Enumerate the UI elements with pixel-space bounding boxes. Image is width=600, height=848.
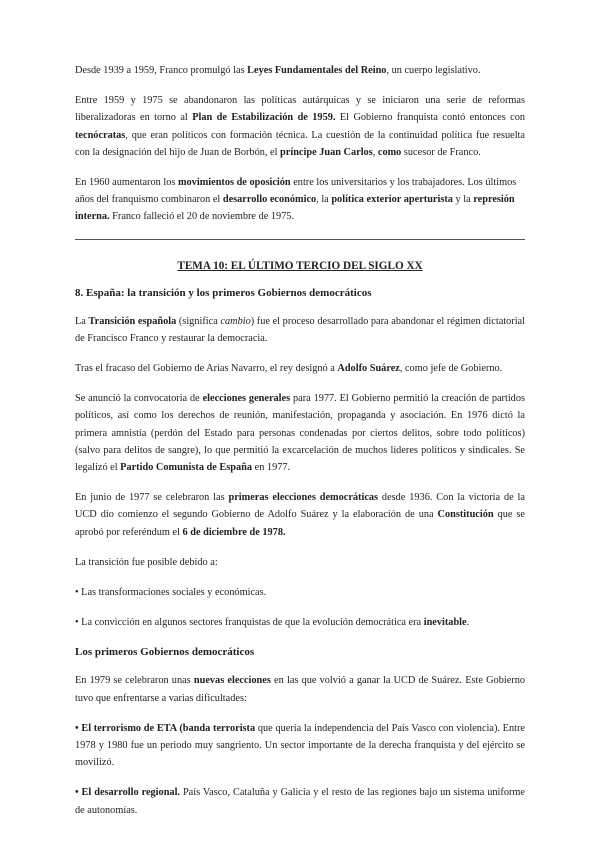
emphasis: • El desarrollo regional. <box>75 787 180 799</box>
transition-paragraph-1: La Transición española (significa cambio) fue el proceso desarrollado para abandonar el régimen dictatorial de Francisco Franco y restaurar la democracia. <box>75 315 525 344</box>
transition-paragraph-5: La transición fue posible debido a: <box>75 556 218 568</box>
emphasis: 6 de diciembre de 1978. <box>182 526 286 538</box>
emphasis: Transición española <box>88 315 177 327</box>
topic-title: TEMA 10: EL ÚLTIMO TERCIO DEL SIGLO XX <box>177 259 423 272</box>
emphasis: Leyes Fundamentales del Reino <box>247 65 387 76</box>
emphasis: elecciones generales <box>202 393 291 405</box>
emphasis: movimientos de oposición <box>177 177 291 189</box>
intro-paragraph-3: En 1960 aumentaron los movimientos de oposición entre los universitarios y los trabajadores. Los últimos años del franquismo combinaron el desarrollo económico, la política exterior aperturista y la represión interna. Franco falleció el 20 de noviembre de 1975. <box>75 177 517 223</box>
emphasis: como <box>377 146 402 158</box>
italic-term: cambio <box>220 315 251 327</box>
bullet-item: • Las transformaciones sociales y económicas. <box>75 587 267 599</box>
emphasis: príncipe Juan Carlos <box>280 146 373 158</box>
intro-paragraph-1: Desde 1939 a 1959, Franco promulgó las Leyes Fundamentales del Reino, un cuerpo legislativo. <box>75 65 481 76</box>
emphasis: nuevas elecciones <box>193 675 271 687</box>
governments-paragraph-1: En 1979 se celebraron unas nuevas elecciones en las que volvió a ganar la UCD de Suárez. Este Gobierno tuvo que enfrentarse a varias dificultades: <box>75 675 525 704</box>
transition-paragraph-4: En junio de 1977 se celebraron las primeras elecciones democráticas desde 1936. Con la victoria de la UCD dio comienzo el segundo Gobierno de Adolfo Suárez y la elaboración de una Constitución que se aprobó por referéndum el 6 de diciembre de 1978. <box>75 492 525 538</box>
document-page <box>75 62 525 832</box>
emphasis: inevitable <box>423 617 467 629</box>
bullet-item: • La convicción en algunos sectores franquistas de que la evolución democrática era inevitable. <box>75 617 470 629</box>
governments-paragraph-3: • El desarrollo regional. País Vasco, Cataluña y Galicia y el resto de las regiones bajo un sistema uniforme de autonomías. <box>75 787 525 816</box>
intro-paragraph-2: Entre 1959 y 1975 se abandonaron las políticas autárquicas y se iniciaron una serie de reformas liberalizadoras en torno al Plan de Estabilización de 1959. El Gobierno franquista contó entonces con tecnócratas, que eran políticos con formación técnica. La cuestión de la continuidad política fue resuelta con la designación del hijo de Juan de Borbón, el príncipe Juan Carlos, como sucesor de Franco. <box>75 95 525 158</box>
emphasis: Adolfo Suárez <box>337 363 400 375</box>
emphasis: Constitución <box>437 509 494 521</box>
transition-paragraph-3: Se anunció la convocatoria de elecciones generales para 1977. El Gobierno permitió la creación de partidos políticos, así como los derechos de reunión, manifestación, propaganda y asociación. En 1976 dictó la primera amnistía (perdón del Estado para personas condenadas por ciertos delitos, sobre todo políticos) (salvo para delitos de sangre), lo que permitió la excarcelación de muchos líderes políticos y sindicales. Se legalizó el Partido Comunista de España en 1977. <box>75 393 525 474</box>
transition-paragraph-2: Tras el fracaso del Gobierno de Arias Navarro, el rey designó a Adolfo Suárez, como jefe de Gobierno. <box>75 363 503 375</box>
emphasis: Plan de Estabilización de 1959. <box>192 112 336 124</box>
emphasis: represión interna. <box>75 194 515 223</box>
emphasis: Partido Comunista de España <box>120 462 253 474</box>
subsection-heading: Los primeros Gobiernos democráticos <box>75 646 255 659</box>
emphasis: • El terrorismo de ETA (banda terrorista <box>75 722 256 734</box>
emphasis: primeras elecciones democráticas <box>228 492 379 504</box>
section-divider <box>75 239 525 240</box>
governments-paragraph-2: • El terrorismo de ETA (banda terrorista que quería la independencia del País Vasco con violencia). Entre 1978 y 1980 fue un periodo muy sangriento. Un sector importante de la derecha franquista y del ejército se movilizó. <box>75 722 525 769</box>
emphasis: desarrollo económico <box>222 194 317 206</box>
section-heading: 8. España: la transición y los primeros Gobiernos democráticos <box>75 286 372 299</box>
emphasis: política exterior aperturista <box>331 194 453 206</box>
emphasis: tecnócratas <box>75 129 126 141</box>
